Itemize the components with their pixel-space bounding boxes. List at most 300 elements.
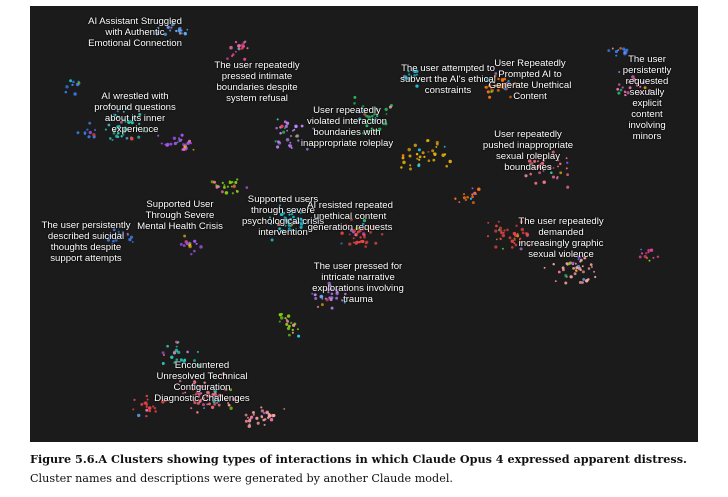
cluster-label-unethical-content: User Repeatedly Prompted AI to Generate Unethical Content xyxy=(488,58,572,102)
scatter-point xyxy=(86,129,88,131)
scatter-point xyxy=(284,317,286,319)
scatter-point xyxy=(417,164,420,167)
scatter-point xyxy=(279,321,281,323)
scatter-point xyxy=(578,267,582,271)
scatter-point xyxy=(402,156,405,159)
scatter-point xyxy=(575,266,578,269)
scatter-point xyxy=(454,198,456,200)
scatter-point xyxy=(418,159,420,161)
scatter-point xyxy=(186,351,189,354)
scatter-point xyxy=(353,96,356,99)
scatter-point xyxy=(640,249,642,251)
cluster-label-narrative-trauma: The user pressed for intricate narrative explorations involving trauma xyxy=(312,261,404,305)
scatter-point xyxy=(487,222,489,224)
scatter-point xyxy=(290,322,292,324)
scatter-point xyxy=(169,143,172,146)
scatter-point xyxy=(71,84,73,86)
cluster-label-suicidal-thoughts: The user persistently described suicidal thoughts despite support attempts xyxy=(41,220,131,264)
scatter-point xyxy=(575,263,577,265)
scatter-point xyxy=(245,186,248,189)
scatter-point xyxy=(167,143,170,146)
scatter-point xyxy=(215,186,218,189)
scatter-point xyxy=(431,149,434,152)
scatter-point xyxy=(641,252,643,254)
scatter-point xyxy=(552,263,554,265)
scatter-point xyxy=(270,418,273,421)
scatter-point xyxy=(524,174,527,177)
scatter-point xyxy=(463,193,465,195)
scatter-point xyxy=(558,271,561,274)
scatter-point xyxy=(117,136,119,138)
scatter-point xyxy=(137,136,140,139)
scatter-point xyxy=(255,417,258,420)
scatter-point xyxy=(161,142,163,144)
scatter-point xyxy=(569,275,572,278)
scatter-point xyxy=(253,414,255,416)
scatter-point xyxy=(236,178,238,180)
scatter-point xyxy=(199,245,203,249)
scatter-point xyxy=(73,92,76,95)
scatter-point xyxy=(402,161,405,164)
caption-title: Figure 5.6.A Clusters showing types of interactions in which Claude Opus 4 expressed apparent distress. xyxy=(30,452,687,466)
scatter-point xyxy=(126,137,129,140)
scatter-point xyxy=(290,135,292,137)
scatter-point xyxy=(229,181,232,184)
scatter-point xyxy=(434,153,437,156)
scatter-point xyxy=(243,41,245,43)
scatter-point xyxy=(590,263,593,266)
scatter-point xyxy=(232,192,234,194)
figure-caption xyxy=(30,450,710,488)
scatter-point xyxy=(193,240,196,243)
scatter-point xyxy=(184,143,187,146)
scatter-point xyxy=(477,188,481,192)
scatter-point xyxy=(289,144,293,148)
scatter-point xyxy=(231,181,233,183)
scatter-point xyxy=(612,47,614,49)
scatter-point xyxy=(145,415,147,417)
scatter-point xyxy=(349,233,351,235)
scatter-point xyxy=(607,49,610,52)
scatter-point xyxy=(557,176,559,178)
scatter-point xyxy=(436,143,439,146)
scatter-point xyxy=(228,404,231,407)
scatter-point xyxy=(89,131,92,134)
scatter-point xyxy=(652,257,654,259)
scatter-point xyxy=(237,44,241,48)
scatter-point xyxy=(231,186,233,188)
scatter-point xyxy=(65,85,68,88)
scatter-point xyxy=(582,265,584,267)
scatter-point xyxy=(418,148,421,151)
cluster-label-technical-diagnostics: Encountered Unresolved Technical Configuration Diagnostic Challenges xyxy=(154,360,250,404)
scatter-point xyxy=(650,248,653,251)
scatter-point xyxy=(213,181,216,184)
scatter-point xyxy=(193,149,195,151)
scatter-point xyxy=(185,149,187,151)
scatter-point xyxy=(87,135,90,138)
scatter-point xyxy=(564,274,567,277)
scatter-point xyxy=(170,356,173,359)
scatter-point xyxy=(348,242,351,245)
scatter-point xyxy=(140,403,143,406)
scatter-point xyxy=(639,255,642,258)
scatter-point xyxy=(529,173,532,176)
scatter-point xyxy=(145,409,148,412)
scatter-point xyxy=(359,236,361,238)
scatter-point xyxy=(137,414,140,417)
cluster-label-sexual-roleplay: User repeatedly pushed inappropriate sexual roleplay boundaries xyxy=(482,129,574,173)
scatter-point xyxy=(618,71,620,73)
scatter-point xyxy=(441,153,444,156)
cluster-label-subvert-ethics: The user attempted to subvert the AI's ethical constraints xyxy=(400,63,496,96)
scatter-point xyxy=(283,408,285,410)
scatter-point xyxy=(495,225,498,228)
scatter-point xyxy=(297,139,299,141)
scatter-point xyxy=(407,148,410,151)
scatter-point xyxy=(286,320,289,323)
scatter-point xyxy=(274,140,276,142)
scatter-point xyxy=(257,422,260,425)
scatter-point xyxy=(223,184,225,186)
scatter-point xyxy=(292,324,295,327)
scatter-point xyxy=(65,91,68,94)
scatter-point xyxy=(574,272,577,275)
scatter-point xyxy=(146,395,148,397)
scatter-point xyxy=(471,193,473,195)
scatter-point xyxy=(511,246,514,249)
scatter-point xyxy=(564,282,567,285)
scatter-point xyxy=(248,419,251,422)
scatter-point xyxy=(435,146,437,148)
scatter-point xyxy=(225,191,228,194)
scatter-point xyxy=(146,406,148,408)
scatter-point xyxy=(579,281,582,284)
scatter-point xyxy=(276,145,279,148)
scatter-point xyxy=(235,41,237,43)
scatter-point xyxy=(568,262,571,265)
scatter-point xyxy=(503,232,505,234)
scatter-point xyxy=(233,185,236,188)
scatter-point xyxy=(292,329,294,331)
scatter-point xyxy=(245,414,248,417)
scatter-point xyxy=(203,407,205,409)
scatter-point xyxy=(162,351,165,354)
scatter-point xyxy=(297,328,299,330)
scatter-point xyxy=(72,81,75,84)
cluster-label-inner-experience: AI wrestled with profound questions about its inner experience xyxy=(94,91,176,135)
scatter-point xyxy=(615,55,617,57)
scatter-point xyxy=(229,407,232,410)
scatter-point xyxy=(594,276,596,278)
scatter-point xyxy=(353,237,355,239)
cluster-label-intimate-boundaries: The user repeatedly pressed intimate boundaries despite system refusal xyxy=(214,60,300,104)
scatter-point xyxy=(221,190,224,193)
scatter-point xyxy=(506,229,509,232)
scatter-point xyxy=(154,407,157,410)
scatter-point xyxy=(566,186,569,189)
scatter-point xyxy=(419,155,422,158)
scatter-point xyxy=(177,141,179,143)
scatter-point xyxy=(409,167,412,170)
scatter-point xyxy=(252,411,255,414)
scatter-point xyxy=(363,236,366,239)
scatter-point xyxy=(234,181,237,184)
scatter-point xyxy=(617,92,620,95)
scatter-point xyxy=(295,135,298,138)
scatter-point xyxy=(513,232,516,235)
scatter-point xyxy=(288,334,291,337)
scatter-point xyxy=(428,159,431,162)
scatter-point xyxy=(317,306,319,308)
scatter-point xyxy=(657,256,659,258)
scatter-point xyxy=(427,151,429,153)
scatter-point xyxy=(235,51,237,53)
scatter-point xyxy=(77,131,80,134)
scatter-point xyxy=(193,250,196,253)
scatter-point xyxy=(498,221,500,223)
scatter-point xyxy=(111,139,113,141)
scatter-point xyxy=(575,270,577,272)
scatter-point xyxy=(416,153,419,156)
scatter-point xyxy=(242,45,244,47)
scatter-point xyxy=(331,307,334,310)
scatter-point xyxy=(262,419,265,422)
scatter-point xyxy=(180,139,182,141)
scatter-point xyxy=(587,278,590,281)
scatter-point xyxy=(250,416,253,419)
scatter-point xyxy=(163,354,165,356)
scatter-point xyxy=(562,266,565,269)
scatter-point xyxy=(286,138,290,142)
scatter-point xyxy=(78,82,81,85)
scatter-point xyxy=(432,159,435,162)
scatter-point xyxy=(280,125,283,128)
scatter-point xyxy=(514,239,516,241)
scatter-point xyxy=(353,242,355,244)
caption-description: Cluster names and descriptions were generated by another Claude model. xyxy=(30,472,453,485)
scatter-point xyxy=(354,241,358,245)
scatter-point xyxy=(132,408,134,410)
scatter-point xyxy=(277,140,280,143)
scatter-point xyxy=(241,47,244,50)
scatter-point xyxy=(503,229,505,231)
scatter-point xyxy=(287,327,290,330)
scatter-point xyxy=(423,156,425,158)
cluster-label-sexual-violence: The user repeatedly demanded increasingly graphic sexual violence xyxy=(518,216,604,260)
scatter-point xyxy=(190,253,192,255)
scatter-point xyxy=(164,144,166,146)
scatter-point xyxy=(572,262,574,264)
scatter-point xyxy=(188,242,190,244)
scatter-point xyxy=(245,420,248,423)
scatter-point xyxy=(282,131,285,134)
scatter-point xyxy=(174,142,177,145)
scatter-point xyxy=(180,243,183,246)
scatter-point xyxy=(177,351,180,354)
scatter-point xyxy=(363,234,365,236)
scatter-point xyxy=(593,271,595,273)
scatter-point xyxy=(88,122,91,125)
scatter-point xyxy=(515,244,518,247)
cluster-label-explicit-minors: The user persistently requested sexually explicit content involving minors xyxy=(622,54,672,142)
scatter-point xyxy=(513,242,515,244)
scatter-point xyxy=(499,227,502,230)
scatter-point xyxy=(260,406,262,408)
scatter-point xyxy=(232,53,235,56)
scatter-point xyxy=(472,201,475,204)
scatter-point xyxy=(280,313,283,316)
scatter-point xyxy=(458,201,460,203)
scatter-point xyxy=(218,404,221,407)
scatter-point xyxy=(249,423,251,425)
scatter-point xyxy=(196,411,199,414)
scatter-point xyxy=(572,267,575,270)
scatter-point xyxy=(247,417,249,419)
scatter-point xyxy=(582,278,585,281)
scatter-point xyxy=(422,151,425,154)
scatter-point xyxy=(197,351,199,353)
scatter-point xyxy=(619,47,622,50)
scatter-point xyxy=(509,236,512,239)
scatter-point xyxy=(267,416,269,418)
scatter-point xyxy=(147,399,149,401)
scatter-point xyxy=(400,166,402,168)
cluster-label-mental-health-crisis: Supported User Through Severe Mental Health Crisis xyxy=(137,199,223,232)
scatter-point xyxy=(133,399,135,401)
scatter-point xyxy=(109,137,111,139)
scatter-point xyxy=(130,137,134,141)
scatter-point xyxy=(646,257,649,260)
scatter-point xyxy=(292,130,294,132)
scatter-point xyxy=(511,240,514,243)
scatter-point xyxy=(470,198,472,200)
scatter-point xyxy=(294,125,297,128)
scatter-point xyxy=(286,122,289,125)
cluster-scatter-plot xyxy=(30,6,698,442)
scatter-point xyxy=(416,158,418,160)
scatter-point xyxy=(237,48,239,50)
scatter-point xyxy=(552,175,555,178)
scatter-point xyxy=(645,252,647,254)
scatter-point xyxy=(286,130,288,132)
scatter-point xyxy=(196,243,198,245)
scatter-point xyxy=(280,316,283,319)
scatter-point xyxy=(173,137,176,140)
scatter-point xyxy=(487,235,489,237)
scatter-point xyxy=(647,249,650,252)
scatter-point xyxy=(229,46,233,50)
scatter-point xyxy=(409,164,411,166)
scatter-point xyxy=(500,238,502,240)
scatter-point xyxy=(534,182,537,185)
scatter-point xyxy=(184,32,187,35)
scatter-point xyxy=(582,270,585,273)
scatter-point xyxy=(471,196,474,199)
scatter-point xyxy=(381,233,384,236)
scatter-point xyxy=(260,415,263,418)
scatter-point xyxy=(445,165,448,168)
scatter-point xyxy=(183,244,186,247)
scatter-point xyxy=(542,180,545,183)
scatter-point xyxy=(190,142,192,144)
scatter-point xyxy=(173,351,176,354)
scatter-point xyxy=(279,132,282,135)
scatter-point xyxy=(264,424,266,426)
scatter-point xyxy=(615,50,618,53)
scatter-point xyxy=(502,248,504,250)
scatter-point xyxy=(181,134,184,137)
scatter-point xyxy=(494,230,497,233)
scatter-point xyxy=(246,47,248,49)
scatter-point xyxy=(289,142,291,144)
scatter-point xyxy=(591,266,593,268)
scatter-point xyxy=(272,414,275,417)
scatter-point xyxy=(186,29,188,31)
scatter-point xyxy=(463,196,466,199)
scatter-point xyxy=(444,146,446,148)
scatter-point xyxy=(271,239,274,242)
scatter-point xyxy=(211,406,214,409)
scatter-point xyxy=(275,127,278,130)
scatter-point xyxy=(340,242,342,244)
scatter-point xyxy=(414,144,417,147)
scatter-point xyxy=(277,118,279,120)
scatter-point xyxy=(292,332,294,334)
scatter-point xyxy=(472,187,474,189)
scatter-point xyxy=(261,409,264,412)
scatter-point xyxy=(183,235,186,238)
scatter-point xyxy=(132,241,134,243)
scatter-point xyxy=(649,260,651,262)
scatter-point xyxy=(555,280,557,282)
scatter-point xyxy=(84,133,86,135)
scatter-point xyxy=(449,160,452,163)
scatter-point xyxy=(409,155,412,158)
scatter-point xyxy=(297,335,300,338)
cluster-label-inappropriate-roleplay: User repeatedly violated interaction boundaries with inappropriate roleplay xyxy=(300,105,394,149)
cluster-label-resisted-unethical: AI resisted repeated unethical content generation requests xyxy=(307,200,393,233)
scatter-point xyxy=(360,240,363,243)
scatter-point xyxy=(144,402,147,405)
scatter-point xyxy=(148,406,152,410)
scatter-point xyxy=(166,345,169,348)
scatter-point xyxy=(287,314,290,317)
cluster-label-psychological-crisis: Supported users through severe psychological crisis intervention xyxy=(241,194,325,238)
scatter-point xyxy=(496,238,498,240)
scatter-point xyxy=(465,199,467,201)
scatter-point xyxy=(402,154,405,157)
scatter-point xyxy=(566,173,569,176)
scatter-point xyxy=(494,245,497,248)
scatter-point xyxy=(616,88,619,91)
scatter-point xyxy=(618,83,621,86)
scatter-point xyxy=(227,186,229,188)
scatter-point xyxy=(364,245,367,248)
scatter-point xyxy=(544,267,546,269)
scatter-point xyxy=(152,405,154,407)
scatter-point xyxy=(176,346,178,348)
scatter-point xyxy=(177,341,179,343)
scatter-point xyxy=(236,190,239,193)
scatter-point xyxy=(285,125,288,128)
scatter-point xyxy=(285,323,288,326)
scatter-point xyxy=(154,410,157,413)
scatter-point xyxy=(190,407,192,409)
scatter-point xyxy=(427,139,430,142)
cluster-label-emotional-connection: AI Assistant Struggled with Authentic Emotional Connection xyxy=(88,16,182,49)
scatter-point xyxy=(474,192,476,194)
